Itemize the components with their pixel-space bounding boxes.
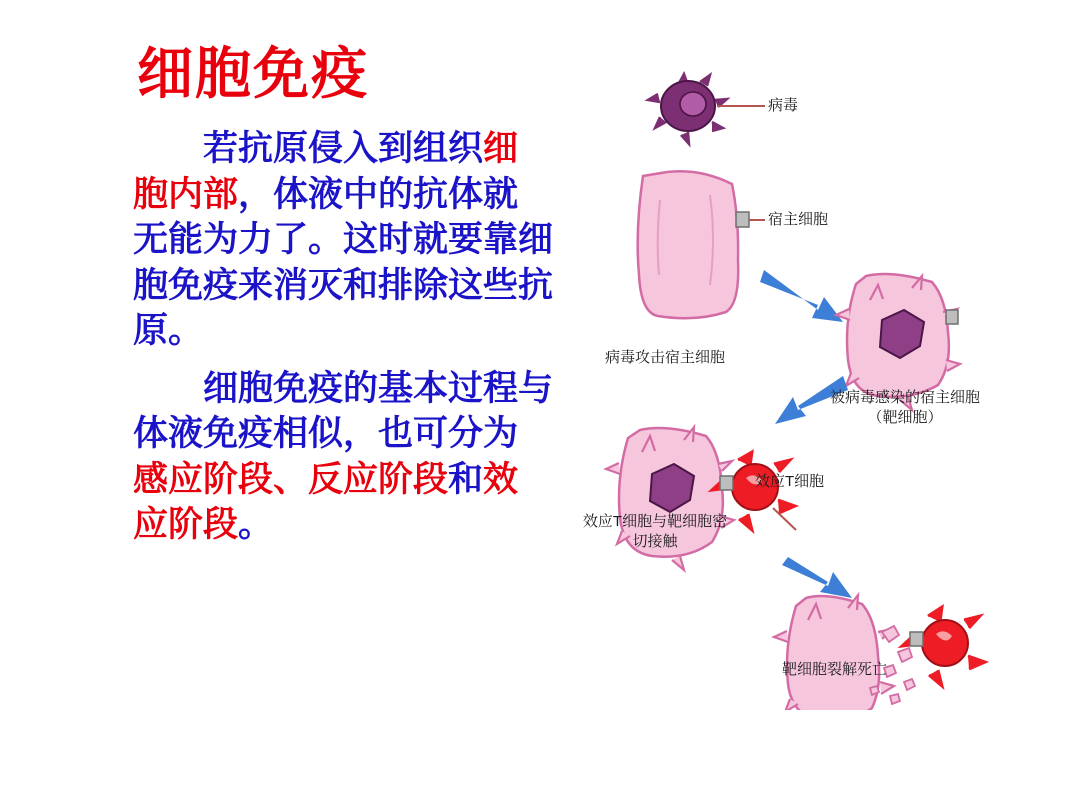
run-2-1: 细胞免疫的基本过程与体液免疫相似，也可分为	[133, 368, 554, 453]
label-infected-host-cell: 被病毒感染的宿主细胞（靶细胞）	[830, 389, 981, 427]
label-target-cell-lysis: 靶细胞裂解死亡	[782, 661, 888, 678]
host-cell-shape	[638, 171, 749, 318]
arrow-to-lysis	[782, 557, 852, 598]
run-1-1: 若抗原侵入到组织	[203, 129, 484, 168]
run-2-4: 效应阶段	[133, 459, 519, 544]
virus-icon	[648, 74, 727, 144]
label-effector-t-cell: 效应T细胞	[755, 473, 825, 490]
run-2-2: 感应阶段、反应阶段	[133, 459, 449, 499]
paragraph-1	[133, 126, 553, 354]
run-1-2: 细胞内部	[133, 129, 519, 214]
run-2-3: 和	[448, 459, 484, 499]
page-title: 细胞免疫	[137, 44, 369, 106]
label-virus-attacks-host: 病毒攻击宿主细胞	[605, 349, 726, 366]
label-virus: 病毒	[768, 97, 799, 114]
run-2-5: 。	[238, 505, 274, 544]
paragraph-2	[133, 366, 553, 548]
diagram-svg	[560, 60, 1060, 710]
arrow-to-infected-cell	[760, 270, 843, 322]
effector-t-cell-shape-2	[902, 607, 985, 686]
run-1-3: ，体液中的抗体就无能为力了。这时就要靠细胞免疫来消灭和排除这些抗原。	[133, 174, 554, 350]
lysed-target-cell-shape	[774, 595, 915, 710]
label-t-cell-contacts-target: 效应T细胞与靶细胞密切接触	[582, 513, 728, 551]
label-host-cell: 宿主细胞	[768, 211, 829, 228]
cellular-immunity-diagram	[560, 60, 1060, 710]
slide-body-text	[133, 126, 553, 548]
